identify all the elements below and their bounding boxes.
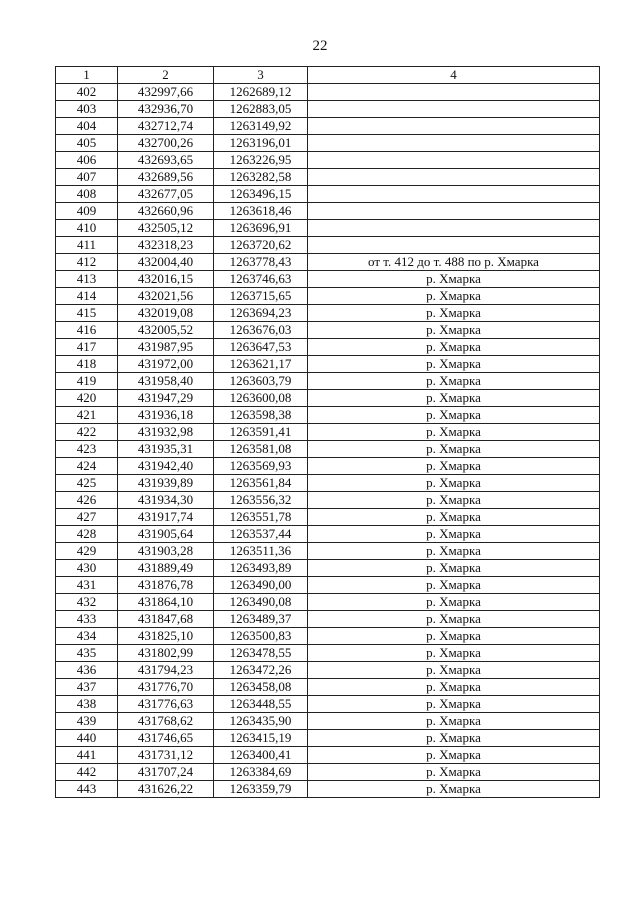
page-number: 22 [312,38,328,54]
y-coordinate-cell: 1263561,84 [214,475,308,492]
point-number-cell: 403 [56,101,118,118]
description-cell: р. Хмарка [308,458,600,475]
description-cell [308,118,600,135]
table-row [56,662,600,679]
table-row [56,322,600,339]
table-header [56,67,600,84]
table-row [56,441,600,458]
point-number-cell: 422 [56,424,118,441]
point-number-cell: 441 [56,747,118,764]
description-cell: р. Хмарка [308,271,600,288]
y-coordinate-cell: 1263400,41 [214,747,308,764]
table-row [56,288,600,305]
x-coordinate-cell: 431936,18 [118,407,214,424]
table-row [56,237,600,254]
description-cell [308,101,600,118]
x-coordinate-cell: 431794,23 [118,662,214,679]
point-number-cell: 419 [56,373,118,390]
point-number-cell: 435 [56,645,118,662]
x-coordinate-cell: 431917,74 [118,509,214,526]
x-coordinate-cell: 432997,66 [118,84,214,101]
point-number-cell: 408 [56,186,118,203]
header-col-4: 4 [308,67,600,84]
table-row [56,628,600,645]
description-cell: р. Хмарка [308,713,600,730]
description-cell: р. Хмарка [308,594,600,611]
y-coordinate-cell: 1263618,46 [214,203,308,220]
description-cell: р. Хмарка [308,764,600,781]
x-coordinate-cell: 431731,12 [118,747,214,764]
description-cell: р. Хмарка [308,339,600,356]
x-coordinate-cell: 431934,30 [118,492,214,509]
table-row [56,305,600,322]
x-coordinate-cell: 431903,28 [118,543,214,560]
description-cell [308,169,600,186]
y-coordinate-cell: 1263448,55 [214,696,308,713]
table-row [56,509,600,526]
point-number-cell: 414 [56,288,118,305]
table-row [56,152,600,169]
x-coordinate-cell: 431932,98 [118,424,214,441]
point-number-cell: 406 [56,152,118,169]
table-row [56,781,600,798]
header-col-3: 3 [214,67,308,84]
table-row [56,764,600,781]
table-row [56,611,600,628]
point-number-cell: 420 [56,390,118,407]
table-row [56,390,600,407]
x-coordinate-cell: 432660,96 [118,203,214,220]
table-row [56,713,600,730]
table-row [56,560,600,577]
point-number-cell: 412 [56,254,118,271]
point-number-cell: 421 [56,407,118,424]
y-coordinate-cell: 1263500,83 [214,628,308,645]
y-coordinate-cell: 1263149,92 [214,118,308,135]
table-row [56,373,600,390]
point-number-cell: 405 [56,135,118,152]
point-number-cell: 413 [56,271,118,288]
x-coordinate-cell: 432318,23 [118,237,214,254]
point-number-cell: 440 [56,730,118,747]
point-number-cell: 423 [56,441,118,458]
table-row [56,356,600,373]
y-coordinate-cell: 1263556,32 [214,492,308,509]
x-coordinate-cell: 431947,29 [118,390,214,407]
description-cell: р. Хмарка [308,288,600,305]
x-coordinate-cell: 431939,89 [118,475,214,492]
point-number-cell: 407 [56,169,118,186]
point-number-cell: 438 [56,696,118,713]
x-coordinate-cell: 431825,10 [118,628,214,645]
y-coordinate-cell: 1263511,36 [214,543,308,560]
description-cell: р. Хмарка [308,611,600,628]
table-row [56,594,600,611]
point-number-cell: 409 [56,203,118,220]
table-row [56,526,600,543]
point-number-cell: 427 [56,509,118,526]
description-cell: р. Хмарка [308,305,600,322]
x-coordinate-cell: 431626,22 [118,781,214,798]
y-coordinate-cell: 1263603,79 [214,373,308,390]
description-cell: р. Хмарка [308,407,600,424]
y-coordinate-cell: 1263621,17 [214,356,308,373]
point-number-cell: 426 [56,492,118,509]
x-coordinate-cell: 431987,95 [118,339,214,356]
y-coordinate-cell: 1263696,91 [214,220,308,237]
y-coordinate-cell: 1263598,38 [214,407,308,424]
y-coordinate-cell: 1263551,78 [214,509,308,526]
description-cell [308,237,600,254]
table-row [56,254,600,271]
x-coordinate-cell: 432021,56 [118,288,214,305]
description-cell: р. Хмарка [308,645,600,662]
x-coordinate-cell: 431768,62 [118,713,214,730]
y-coordinate-cell: 1262883,05 [214,101,308,118]
x-coordinate-cell: 432019,08 [118,305,214,322]
description-cell: р. Хмарка [308,322,600,339]
y-coordinate-cell: 1263676,03 [214,322,308,339]
point-number-cell: 402 [56,84,118,101]
description-cell: р. Хмарка [308,747,600,764]
x-coordinate-cell: 431876,78 [118,577,214,594]
table-row [56,747,600,764]
x-coordinate-cell: 432700,26 [118,135,214,152]
point-number-cell: 415 [56,305,118,322]
description-cell: р. Хмарка [308,526,600,543]
y-coordinate-cell: 1263778,43 [214,254,308,271]
table-row [56,577,600,594]
table-row [56,696,600,713]
x-coordinate-cell: 431746,65 [118,730,214,747]
point-number-cell: 439 [56,713,118,730]
point-number-cell: 416 [56,322,118,339]
description-cell [308,186,600,203]
y-coordinate-cell: 1263435,90 [214,713,308,730]
description-cell [308,135,600,152]
table-row [56,543,600,560]
description-cell: р. Хмарка [308,475,600,492]
description-cell: р. Хмарка [308,441,600,458]
point-number-cell: 417 [56,339,118,356]
description-cell [308,203,600,220]
y-coordinate-cell: 1263359,79 [214,781,308,798]
description-cell: от т. 412 до т. 488 по р. Хмарка [308,254,600,271]
x-coordinate-cell: 431802,99 [118,645,214,662]
y-coordinate-cell: 1263458,08 [214,679,308,696]
table-row [56,271,600,288]
description-cell: р. Хмарка [308,560,600,577]
description-cell: р. Хмарка [308,679,600,696]
point-number-cell: 437 [56,679,118,696]
y-coordinate-cell: 1263720,62 [214,237,308,254]
x-coordinate-cell: 431905,64 [118,526,214,543]
x-coordinate-cell: 431958,40 [118,373,214,390]
description-cell: р. Хмарка [308,509,600,526]
table-body [56,84,600,798]
table-row [56,186,600,203]
header-row [56,67,600,84]
table-row [56,84,600,101]
y-coordinate-cell: 1263478,55 [214,645,308,662]
point-number-cell: 411 [56,237,118,254]
y-coordinate-cell: 1263746,63 [214,271,308,288]
x-coordinate-cell: 432936,70 [118,101,214,118]
x-coordinate-cell: 432016,15 [118,271,214,288]
header-col-1: 1 [56,67,118,84]
y-coordinate-cell: 1263384,69 [214,764,308,781]
description-cell [308,152,600,169]
y-coordinate-cell: 1263537,44 [214,526,308,543]
y-coordinate-cell: 1263489,37 [214,611,308,628]
table-row [56,424,600,441]
y-coordinate-cell: 1263226,95 [214,152,308,169]
description-cell: р. Хмарка [308,373,600,390]
y-coordinate-cell: 1263600,08 [214,390,308,407]
x-coordinate-cell: 432693,65 [118,152,214,169]
point-number-cell: 425 [56,475,118,492]
x-coordinate-cell: 431776,63 [118,696,214,713]
y-coordinate-cell: 1263581,08 [214,441,308,458]
y-coordinate-cell: 1263196,01 [214,135,308,152]
y-coordinate-cell: 1263694,23 [214,305,308,322]
y-coordinate-cell: 1263490,00 [214,577,308,594]
table-row [56,407,600,424]
x-coordinate-cell: 431935,31 [118,441,214,458]
y-coordinate-cell: 1263282,58 [214,169,308,186]
point-number-cell: 424 [56,458,118,475]
x-coordinate-cell: 432005,52 [118,322,214,339]
description-cell: р. Хмарка [308,543,600,560]
description-cell: р. Хмарка [308,390,600,407]
description-cell: р. Хмарка [308,696,600,713]
y-coordinate-cell: 1263415,19 [214,730,308,747]
x-coordinate-cell: 432004,40 [118,254,214,271]
point-number-cell: 432 [56,594,118,611]
description-cell: р. Хмарка [308,730,600,747]
y-coordinate-cell: 1262689,12 [214,84,308,101]
x-coordinate-cell: 432712,74 [118,118,214,135]
description-cell: р. Хмарка [308,662,600,679]
point-number-cell: 429 [56,543,118,560]
coordinates-table [55,66,600,798]
table-row [56,645,600,662]
table-row [56,458,600,475]
x-coordinate-cell: 431889,49 [118,560,214,577]
point-number-cell: 442 [56,764,118,781]
x-coordinate-cell: 431864,10 [118,594,214,611]
point-number-cell: 410 [56,220,118,237]
point-number-cell: 434 [56,628,118,645]
description-cell: р. Хмарка [308,492,600,509]
x-coordinate-cell: 432689,56 [118,169,214,186]
table-row [56,101,600,118]
description-cell [308,84,600,101]
description-cell: р. Хмарка [308,577,600,594]
x-coordinate-cell: 432677,05 [118,186,214,203]
y-coordinate-cell: 1263493,89 [214,560,308,577]
table-row [56,492,600,509]
table-row [56,135,600,152]
header-col-2: 2 [118,67,214,84]
table-row [56,203,600,220]
point-number-cell: 443 [56,781,118,798]
description-cell: р. Хмарка [308,424,600,441]
point-number-cell: 418 [56,356,118,373]
y-coordinate-cell: 1263647,53 [214,339,308,356]
description-cell: р. Хмарка [308,781,600,798]
point-number-cell: 428 [56,526,118,543]
description-cell: р. Хмарка [308,356,600,373]
x-coordinate-cell: 431942,40 [118,458,214,475]
x-coordinate-cell: 431847,68 [118,611,214,628]
x-coordinate-cell: 431707,24 [118,764,214,781]
y-coordinate-cell: 1263569,93 [214,458,308,475]
description-cell [308,220,600,237]
y-coordinate-cell: 1263715,65 [214,288,308,305]
table-row [56,339,600,356]
y-coordinate-cell: 1263472,26 [214,662,308,679]
point-number-cell: 436 [56,662,118,679]
x-coordinate-cell: 431972,00 [118,356,214,373]
table-row [56,679,600,696]
x-coordinate-cell: 431776,70 [118,679,214,696]
table-row [56,118,600,135]
point-number-cell: 404 [56,118,118,135]
table-row [56,475,600,492]
y-coordinate-cell: 1263591,41 [214,424,308,441]
y-coordinate-cell: 1263490,08 [214,594,308,611]
point-number-cell: 433 [56,611,118,628]
table-row [56,220,600,237]
y-coordinate-cell: 1263496,15 [214,186,308,203]
point-number-cell: 430 [56,560,118,577]
description-cell: р. Хмарка [308,628,600,645]
table-row [56,730,600,747]
x-coordinate-cell: 432505,12 [118,220,214,237]
table-row [56,169,600,186]
point-number-cell: 431 [56,577,118,594]
